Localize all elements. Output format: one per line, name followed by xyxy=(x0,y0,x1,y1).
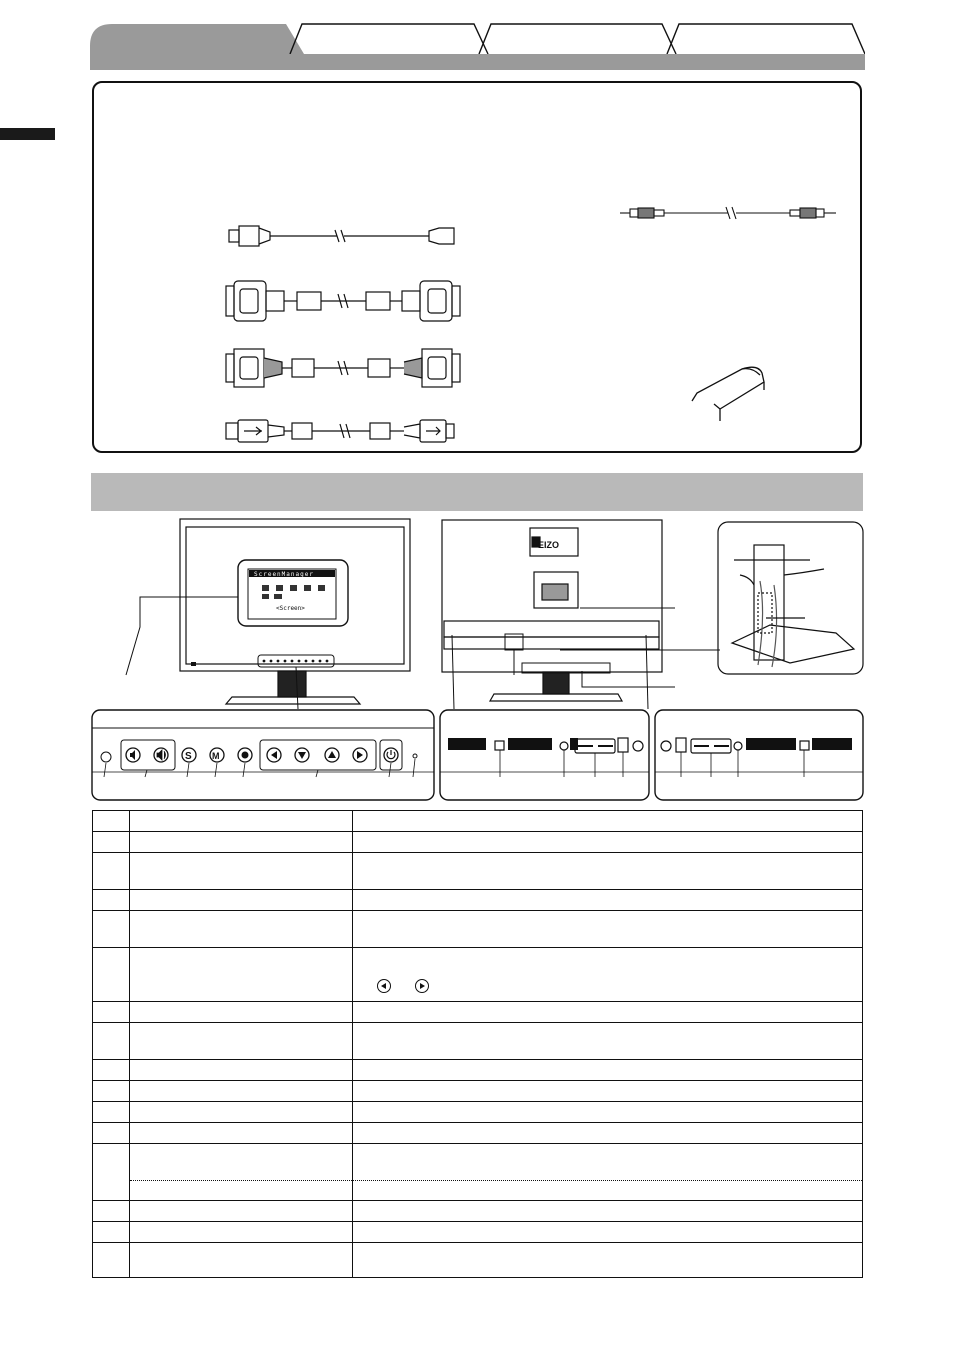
table-row xyxy=(93,1102,863,1123)
svg-text:M: M xyxy=(212,751,220,761)
rear-connectors-left xyxy=(440,710,649,800)
side-thumb-tab xyxy=(0,128,55,140)
table-row xyxy=(93,1060,863,1081)
right-arrow-icon xyxy=(415,979,429,993)
dsub-input-port[interactable] xyxy=(618,738,628,752)
power-connector-icon[interactable] xyxy=(633,741,643,751)
controls-and-connectors-illustration xyxy=(90,515,865,803)
left-arrow-icon xyxy=(377,979,391,993)
arrow-buttons-legend xyxy=(353,957,862,993)
down-arrow-button[interactable] xyxy=(295,748,309,762)
table-row xyxy=(93,1023,863,1060)
dvi-cable-icon xyxy=(226,281,460,321)
sensor-icon xyxy=(101,752,111,762)
controls-section-bar xyxy=(91,473,863,511)
usb-cable-icon xyxy=(226,420,454,442)
volume-down-button[interactable] xyxy=(126,748,140,762)
left-arrow-button[interactable] xyxy=(267,748,281,762)
table-row xyxy=(93,1201,863,1222)
tab-2[interactable] xyxy=(290,24,488,54)
input-signal-button[interactable] xyxy=(182,748,196,762)
osd-logo: ScreenManager xyxy=(254,571,314,578)
audio-input-jack[interactable] xyxy=(560,742,568,750)
table-row xyxy=(93,911,863,948)
table-row xyxy=(93,811,863,832)
right-arrow-button[interactable] xyxy=(353,748,367,762)
section-tabs xyxy=(90,20,865,70)
cable-holder-icon xyxy=(692,367,764,421)
table-row xyxy=(93,948,863,1002)
power-cable-icon xyxy=(229,226,454,246)
volume-up-button[interactable] xyxy=(154,748,168,762)
table-row xyxy=(93,1002,863,1023)
front-buttons-panel xyxy=(92,710,434,800)
table-row xyxy=(93,1123,863,1144)
table-row xyxy=(93,890,863,911)
mode-button[interactable] xyxy=(210,748,224,762)
table-row xyxy=(93,853,863,890)
up-arrow-button[interactable] xyxy=(325,748,339,762)
svg-text:S: S xyxy=(185,751,192,762)
tab-3[interactable] xyxy=(479,24,676,54)
osd-callout xyxy=(238,560,348,626)
power-indicator-icon xyxy=(413,754,417,758)
cable-holder-callout xyxy=(718,522,863,674)
enter-button[interactable] xyxy=(238,748,252,762)
tab-4[interactable] xyxy=(667,24,865,54)
eizo-logo: EIZO xyxy=(538,540,560,550)
table-row xyxy=(93,1081,863,1102)
dsub-cable-icon xyxy=(226,349,460,387)
parts-description-table xyxy=(92,810,863,1278)
rear-connectors-right xyxy=(655,710,863,800)
usb-upstream-port[interactable] xyxy=(495,741,504,750)
package-contents-illustrations xyxy=(92,81,862,453)
tab-underbar xyxy=(90,54,865,70)
osd-mode-label: <Screen> xyxy=(276,605,305,612)
table-row xyxy=(93,1243,863,1278)
audio-cable-icon xyxy=(620,207,836,219)
power-button[interactable] xyxy=(384,748,398,762)
table-row xyxy=(93,832,863,853)
table-row xyxy=(93,1144,863,1201)
table-row xyxy=(93,1222,863,1243)
